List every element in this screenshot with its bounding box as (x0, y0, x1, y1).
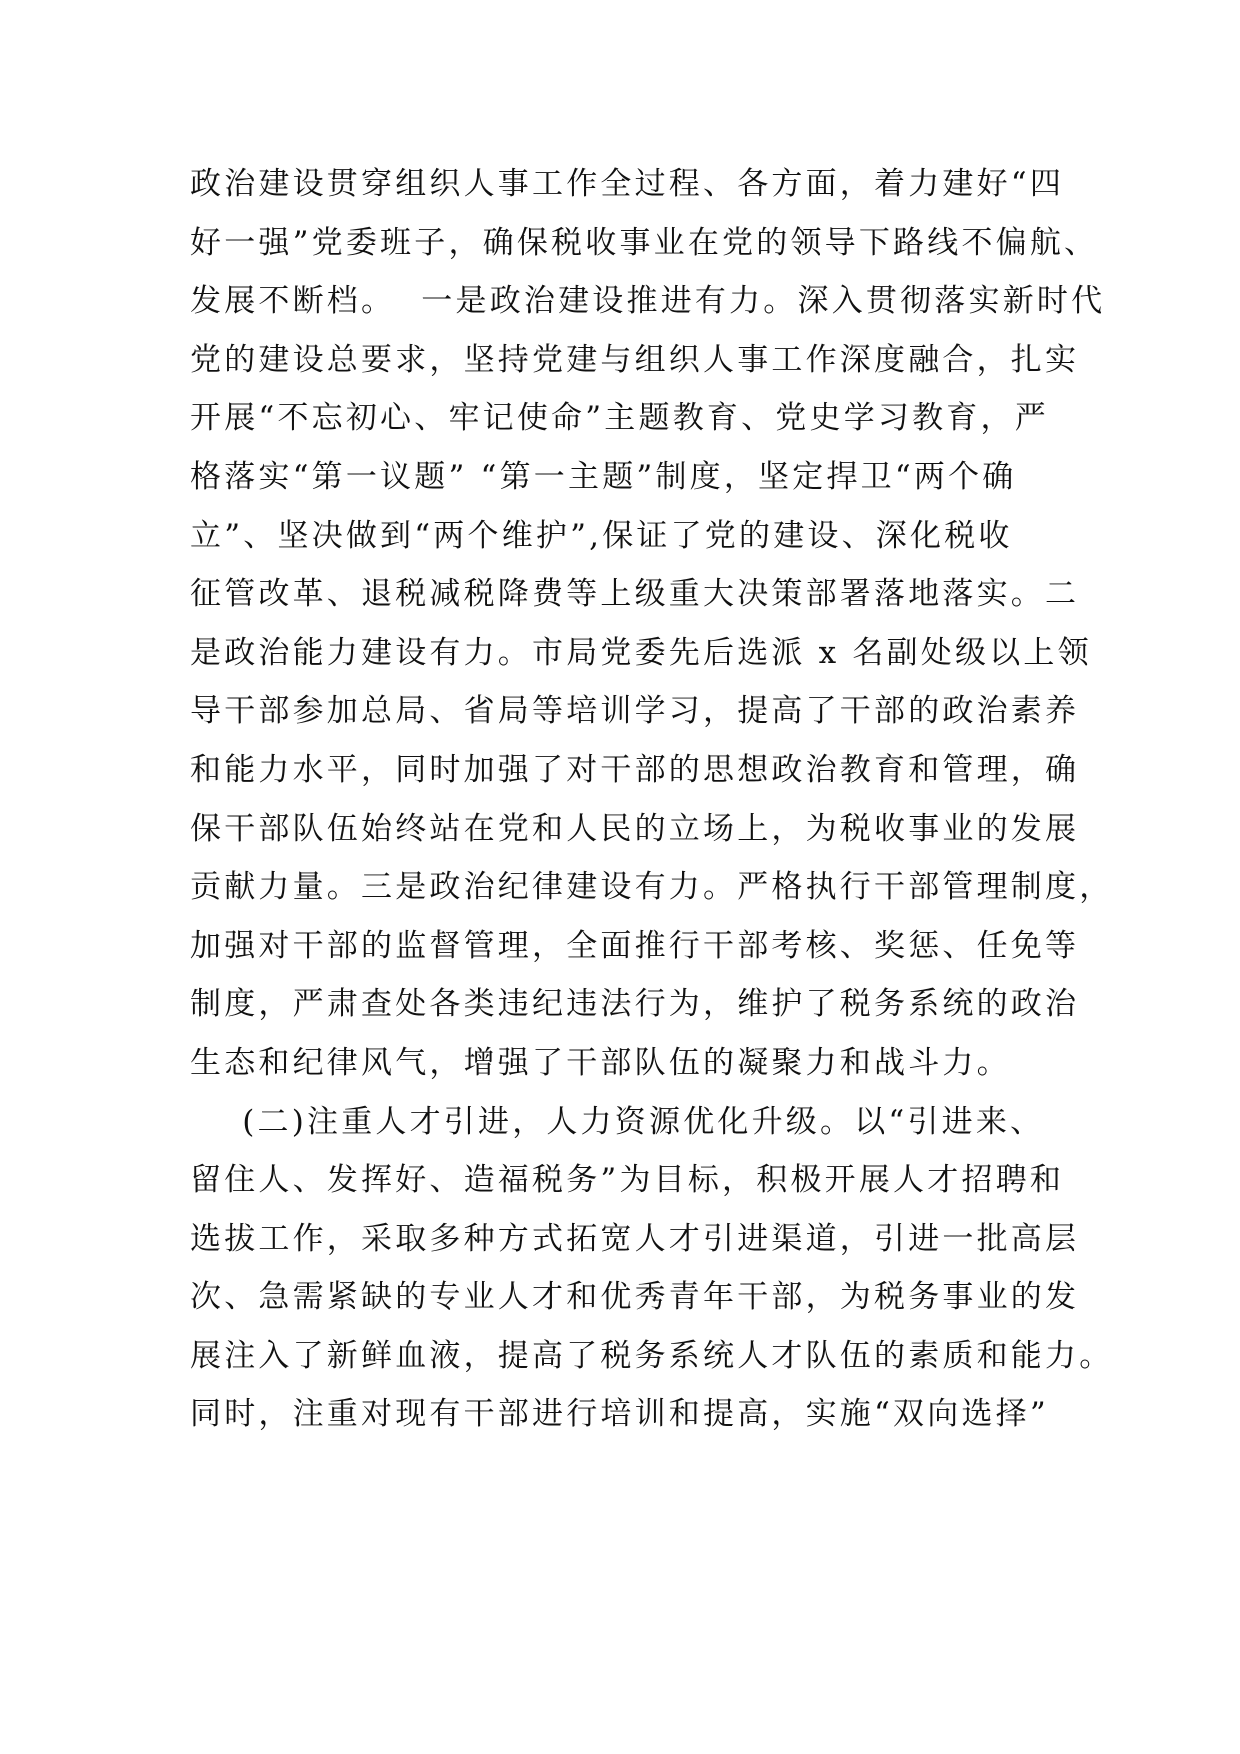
text-line: 开展“不忘初心、牢记使命”主题教育、党史学习教育，严 (190, 400, 1049, 437)
text-line: 好一强”党委班子，确保税收事业在党的领导下路线不偏航、 (190, 224, 1099, 261)
text-line: 是政治能力建设有力。市局党委先后选派 x 名副处级以上领 (190, 634, 1092, 671)
text-line: 制度，严肃查处各类违纪违法行为，维护了税务系统的政治 (190, 986, 1080, 1023)
text-line: 保干部队伍始终站在党和人民的立场上，为税收事业的发展 (190, 810, 1080, 847)
section-heading-line: (二)注重人才引进，人力资源优化升级。以“引进来、 (190, 1103, 1045, 1140)
text-line: 加强对干部的监督管理，全面推行干部考核、奖惩、任免等 (190, 927, 1080, 964)
text-line: 发展不断档。 一是政治建设推进有力。深入贯彻落实新时代 (190, 283, 1106, 320)
text-line: 政治建设贯穿组织人事工作全过程、各方面，着力建好“四 (190, 166, 1065, 202)
text-line: 留住人、发挥好、造福税务”为目标，积极开展人才招聘和 (190, 1162, 1065, 1199)
text-line: 同时，注重对现有干部进行培训和提高，实施“双向选择” (190, 1396, 1049, 1433)
text-line: 立”、坚决做到“两个维护”,保证了党的建设、深化税收 (190, 517, 1013, 554)
text-line: 和能力水平，同时加强了对干部的思想政治教育和管理，确 (190, 751, 1080, 788)
text-line: 选拔工作，采取多种方式拓宽人才引进渠道，引进一批高层 (190, 1220, 1080, 1257)
text-line: 贡献力量。三是政治纪律建设有力。严格执行干部管理制度， (190, 869, 1114, 906)
text-line: 格落实“第一议题” “第一主题”制度，坚定捍卫“两个确 (190, 458, 1017, 495)
text-line: 生态和纪律风气，增强了干部队伍的凝聚力和战斗力。 (190, 1044, 1011, 1081)
text-line: 展注入了新鲜血液，提高了税务系统人才队伍的素质和能力。 (190, 1337, 1114, 1374)
text-line: 次、急需紧缺的专业人才和优秀青年干部，为税务事业的发 (190, 1279, 1080, 1316)
text-line: 征管改革、退税减税降费等上级重大决策部署落地落实。二 (190, 576, 1080, 613)
body-text (190, 155, 1114, 1444)
text-line: 导干部参加总局、省局等培训学习，提高了干部的政治素养 (190, 693, 1080, 730)
text-line: 党的建设总要求，坚持党建与组织人事工作深度融合，扎实 (190, 341, 1080, 378)
